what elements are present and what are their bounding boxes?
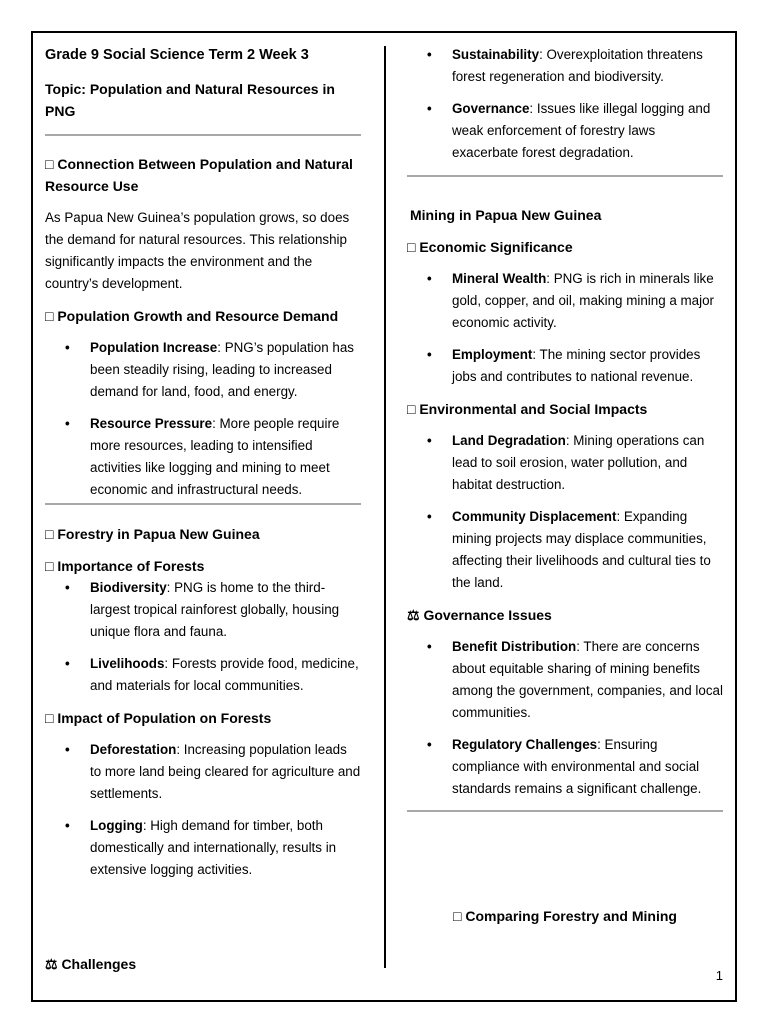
list-item [407,98,723,164]
term-label: Logging [90,818,143,833]
environmental-heading: □ Environmental and Social Impacts [407,401,648,417]
term-label: Governance [452,101,530,116]
term-text: : Overexploitation threatens forest regeneration and biodiversity. [452,47,703,84]
list-item [407,506,723,594]
page-number: 1 [715,968,723,983]
term-label: Community Displacement [452,509,617,524]
term-label: Population Increase [90,340,218,355]
term-text: : PNG is rich in minerals like gold, copper, and oil, making mining a major economic activity. [452,271,715,330]
mining-heading: Mining in Papua New Guinea [410,207,602,223]
term-label: Biodiversity [90,580,167,595]
connection-paragraph: As Papua New Guinea’s population grows, so does the demand for natural resources. This relationship significantly impacts the environment and the country’s development. [45,210,350,291]
term-text: : Increasing population leads to more land being cleared for agriculture and settlements. [90,742,361,801]
right-column [407,44,723,927]
term-text: : High demand for timber, both domestically and internationally, results in extensive logging activities. [90,818,337,877]
governance-heading: ⚖ Governance Issues [407,607,552,623]
challenges-heading: ⚖ Challenges [45,956,137,972]
list-item [407,268,723,334]
term-text: : Issues like illegal logging and weak enforcement of forestry laws exacerbate forest degradation. [452,101,711,160]
growth-heading: □ Population Growth and Resource Demand [45,308,339,324]
term-label: Resource Pressure [90,416,213,431]
importance-heading: □ Importance of Forests [45,558,205,574]
term-label: Employment [452,347,533,362]
section-divider [45,503,361,505]
term-label: Mineral Wealth [452,271,547,286]
page-title: Grade 9 Social Science Term 2 Week 3 [45,47,309,63]
list-item [407,734,723,800]
term-label: Deforestation [90,742,177,757]
term-text: : PNG’s population has been steadily rising, leading to increased demand for land, food, and energy. [90,340,354,399]
term-label: Livelihoods [90,656,165,671]
term-text: : PNG is home to the third-largest tropical rainforest globally, housing unique flora and fauna. [90,580,340,639]
term-label: Regulatory Challenges [452,737,598,752]
left-column [45,44,361,975]
governance-list [407,636,723,800]
economic-heading: □ Economic Significance [407,239,573,255]
term-text: : Expanding mining projects may displace communities, affecting their livelihoods and cultural ties to the land. [452,509,711,590]
growth-list [45,337,361,501]
term-text: : Forests provide food, medicine, and materials for local communities. [90,656,359,693]
section-divider [407,810,723,812]
importance-list [45,577,361,697]
list-item [45,739,361,805]
term-text: : More people require more resources, leading to intensified activities like logging and mining to meet economic and infrastructural needs. [90,416,340,497]
list-item [407,636,723,724]
term-label: Benefit Distribution [452,639,577,654]
list-item [45,337,361,403]
challenges-list [407,44,723,164]
term-label: Land Degradation [452,433,566,448]
impact-list [45,739,361,881]
list-item [45,815,361,881]
economic-list [407,268,723,388]
term-text: : Mining operations can lead to soil erosion, water pollution, and habitat destruction. [452,433,705,492]
list-item [45,413,361,501]
column-divider [384,46,386,968]
term-text: : Ensuring compliance with environmental and social standards remains a significant challenge. [452,737,702,796]
environmental-list [407,430,723,594]
forestry-heading: □ Forestry in Papua New Guinea [45,526,260,542]
term-text: : There are concerns about equitable sharing of mining benefits among the government, companies, and local communities. [452,639,723,720]
list-item [45,653,361,697]
section-divider [45,134,361,136]
term-text: : The mining sector provides jobs and contributes to national revenue. [452,347,701,384]
list-item [407,344,723,388]
list-item [407,430,723,496]
list-item [407,44,723,88]
list-item [45,577,361,643]
connection-heading: □ Connection Between Population and Natural Resource Use [45,156,353,194]
topic-heading: Topic: Population and Natural Resources in PNG [45,81,335,119]
term-label: Sustainability [452,47,540,62]
impact-heading: □ Impact of Population on Forests [45,710,272,726]
comparing-heading: □ Comparing Forestry and Mining [453,908,677,924]
section-divider [407,175,723,177]
